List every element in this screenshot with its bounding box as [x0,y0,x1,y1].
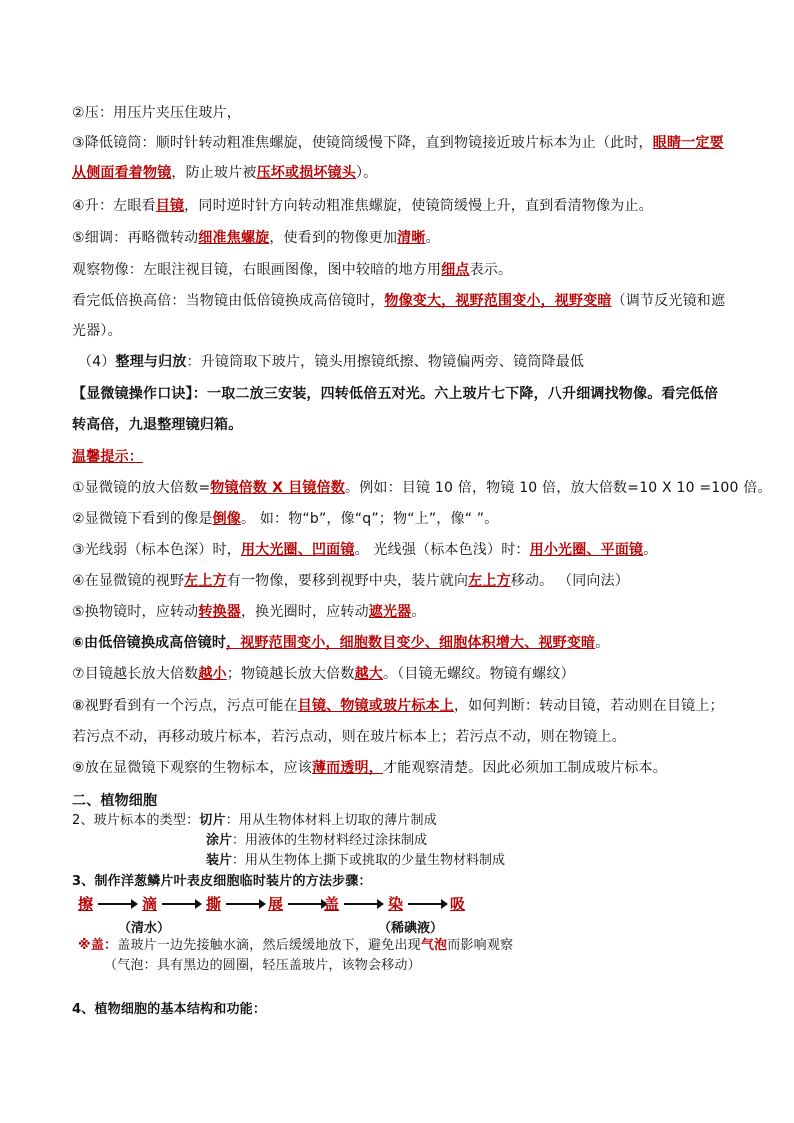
text: ⑧视野看到有一个污点，污点可能在 [72,698,298,714]
text: （4） [78,354,116,370]
slide-types-line1 [72,811,437,831]
arrow-icon [408,903,446,905]
arrow-icon [288,903,326,905]
highlight: 薄而透明， [311,760,383,776]
text: 。 [595,635,610,651]
low-to-high-line2: 光器）。 [72,323,122,339]
low-to-high-line1 [72,291,725,311]
tip-7 [72,664,575,684]
text: ⑦目镜越长放大倍数 [72,666,199,682]
text: ⑤细调：再略微转动 [72,230,199,246]
flow-step-spread: 展 [268,895,284,913]
text: 移动。 （同向法） [510,573,630,589]
step-lower-tube-line1 [72,133,724,153]
flow-step-wipe: 擦 [78,895,94,913]
step-press: ②压：用压片夹压住玻片， [72,105,241,121]
flow-note-iodine: （稀碘液） [378,921,444,936]
highlight: 转换器 [198,604,241,620]
highlight: 细准焦螺旋 [198,230,270,246]
flow-step-tear: 撕 [206,895,222,913]
bold-label: 装片 [206,853,233,868]
text: 2、玻片标本的类型： [72,813,200,828]
highlight: 压坏或损坏镜头 [256,165,357,181]
arrow-icon [98,903,136,905]
highlight: ，视野范围变小，细胞数目变少、细胞体积增大、视野变暗 [226,635,596,651]
flow-step-stain: 染 [388,895,404,913]
highlight: 倒像 [212,511,241,527]
bubble-note: （气泡：具有黑边的圆圈，轻压盖玻片，该物会移动） [104,958,421,973]
text: ；物镜越长放大倍数 [226,666,355,682]
highlight: 越大 [354,666,383,682]
tips-title: 温馨提示： [72,449,143,465]
section-2-title: 二、植物细胞 [72,793,158,809]
tip-1 [72,478,772,498]
text: ②显微镜下看到的像是 [72,511,213,527]
text: ：用从生物体上撕下或挑取的少量生物材料制成 [232,853,506,868]
text: ：用液体的生物材料经过涂抹制成 [232,833,428,848]
cover-note [78,936,513,956]
text: ④升：左眼看 [72,198,156,214]
text: ⑥由低倍镜换成高倍镜时 [72,635,227,651]
tip-3 [72,540,657,560]
highlight: 用小光圈、平面镜 [529,542,644,558]
text: 。（目镜无螺纹。物镜有螺纹） [382,666,575,682]
arrow-icon [162,903,200,905]
highlight: 左上方 [468,573,511,589]
highlight: 目镜、物镜或玻片标本上 [297,698,454,714]
bold-label: 整理与归放 [115,354,187,370]
flow-step-drop: 滴 [142,895,158,913]
text: 观察物像：左眼注视目镜，右眼画图像，图中较暗的地方用 [72,262,442,278]
text: 有一物像，要移到视野中央，装片就向 [226,573,469,589]
flow-step-cover: 盖 [324,895,340,913]
highlight: 眼睛一定要 [652,135,724,151]
text: ：升镜筒取下玻片，镜头用擦镜纸擦、物镜偏两旁、镜筒降最低 [186,354,585,370]
highlight: 物镜倍数 X 目镜倍数 [210,480,346,496]
highlight: 用大光圈、凹面镜 [240,542,355,558]
arrow-icon [344,903,382,905]
highlight: 左上方 [184,573,227,589]
tip-8-line1 [72,696,724,716]
slide-types-line2 [206,831,427,851]
text: ，使看到的物像更加 [269,230,398,246]
procedure-flow [78,893,498,917]
text: ①显微镜的放大倍数= [72,480,211,496]
highlight: 目镜 [155,198,185,214]
mnemonic-line2: 转高倍，九退整理镜归箱。 [72,417,243,433]
text: 看完低倍换高倍：当物镜由低倍镜换成高倍镜时， [72,293,385,309]
slide-types-line3 [206,851,505,871]
flow-step-absorb: 吸 [450,895,466,913]
arrow-icon [226,903,264,905]
text: 。 [411,604,426,620]
tip-4 [72,571,629,591]
tip-6 [72,633,609,653]
tip-2 [72,509,498,529]
text: ※盖： [78,938,118,953]
text: ）。 [356,165,378,181]
bold-label: 切片 [199,813,226,828]
text: 。 [643,542,658,558]
text: ④在显微镜的视野 [72,573,185,589]
highlight: 物像变大，视野范围变小，视野变暗 [384,293,612,309]
highlight: 清晰 [397,230,426,246]
observe-image [72,260,512,280]
highlight: 细点 [441,262,470,278]
highlight: 越小 [198,666,227,682]
highlight: 从侧面看着物镜 [72,165,172,181]
mnemonic-line1: 【显微镜操作口诀】：一取二放三安装，四转低倍五对光。六上玻片七下降，八升细调找物像。看完低倍 [72,386,719,402]
text: 才能观察清楚。因此必须加工制成玻片标本。 [382,760,667,776]
text: 。 [425,230,440,246]
highlight: 气泡 [420,938,448,953]
text: 而影响观察 [447,938,514,953]
step-lower-tube-line2 [72,163,377,183]
text: ：用从生物体材料上切取的薄片制成 [225,813,437,828]
tip-9 [72,758,667,778]
tip-8-line2: 若污点不动，再移动玻片标本，若污点动，则在玻片标本上；若污点不动，则在物镜上。 [72,729,626,745]
bold-label: 涂片 [206,833,233,848]
flow-note-water: （清水） [118,921,171,936]
procedure-title: 3、制作洋葱鳞片叶表皮细胞临时装片的方法步骤： [72,874,372,889]
text: ，防止玻片被 [171,165,257,181]
text: ，换光圈时，应转动 [240,604,369,620]
tip-5 [72,602,426,622]
text: 。例如：目镜 10 倍，物镜 10 倍，放大倍数=10 X 10 =100 倍。 [345,480,772,496]
step-raise [72,196,653,216]
text: 盖玻片一边先接触水滴，然后缓缓地放下，避免出现 [117,938,421,953]
text: ⑨放在显微镜下观察的生物标本，应该 [72,760,312,776]
step-fine-adjust [72,228,440,248]
text: 。 光线强（标本色浅）时： [354,542,530,558]
text: ⑤换物镜时，应转动 [72,604,199,620]
tidy-up [78,352,584,372]
section-4-title: 4、植物细胞的基本结构和功能： [72,1002,267,1017]
highlight: 遮光器 [368,604,412,620]
text: ③光线弱（标本色深）时， [72,542,241,558]
text: ③降低镜筒：顺时针转动粗准焦螺旋，使镜筒缓慢下降，直到物镜接近玻片标本为止（此时， [72,135,653,151]
text: ，同时逆时针方向转动粗准焦螺旋，使镜筒缓慢上升，直到看清物像为止。 [184,198,653,214]
text: 表示。 [469,262,513,278]
text: （调节反光镜和遮 [611,293,726,309]
text: ，如何判断：转动目镜，若动则在目镜上； [453,698,724,714]
text: 。 如：物“b”，像“q”；物“上”，像“ ”。 [240,511,499,527]
